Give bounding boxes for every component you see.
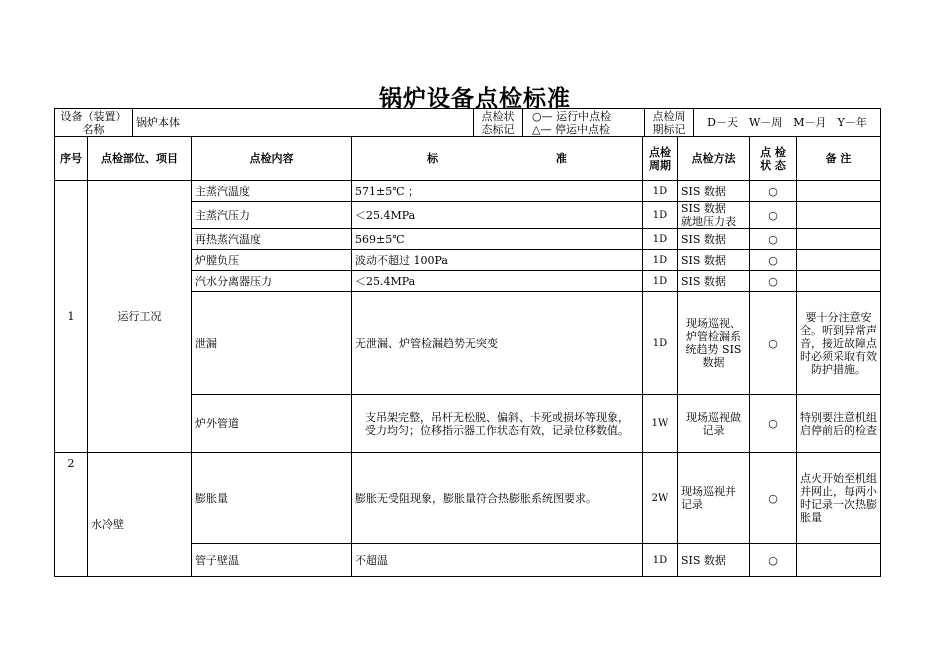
equip-label: 设备（装置）名称 xyxy=(55,109,133,137)
method-cell: SIS 数据 xyxy=(678,271,750,292)
content-cell: 炉外管道 xyxy=(192,395,352,453)
part-cell: 运行工况 xyxy=(88,181,192,453)
cycle-cell: 1D xyxy=(643,250,678,271)
standard-cell: 571±5℃ ； xyxy=(352,181,643,202)
note-cell xyxy=(797,181,881,202)
table-row xyxy=(55,453,881,544)
content-cell: 泄漏 xyxy=(192,292,352,395)
method-cell: SIS 数据 xyxy=(678,181,750,202)
standard-cell: ＜25.4MPa xyxy=(352,202,643,229)
standard-cell: ＜25.4MPa xyxy=(352,271,643,292)
col-note: 备 注 xyxy=(797,137,881,181)
cycle-cell: 1W xyxy=(643,395,678,453)
content-cell: 主蒸汽压力 xyxy=(192,202,352,229)
note-cell xyxy=(797,229,881,250)
method-cell: 现场巡视并记录 xyxy=(678,453,750,544)
col-state: 点 检 状 态 xyxy=(750,137,797,181)
standard-cell: 无泄漏、炉管检漏趋势无突变 xyxy=(352,292,643,395)
col-standard xyxy=(352,137,643,181)
cycle-cell: 1D xyxy=(643,271,678,292)
status-icon: ○ xyxy=(750,271,797,292)
col-cycle: 点检周期 xyxy=(643,137,678,181)
content-cell: 炉膛负压 xyxy=(192,250,352,271)
content-cell: 主蒸汽温度 xyxy=(192,181,352,202)
col-content: 点检内容 xyxy=(192,137,352,181)
seq-cell: 1 xyxy=(55,181,88,453)
status-icon: ○ xyxy=(750,229,797,250)
status-legend xyxy=(523,109,645,137)
equip-value: 锅炉本体 xyxy=(133,109,474,137)
note-cell: 特别要注意机组启停前后的检查 xyxy=(797,395,881,453)
status-stop: △— 停运中点检 xyxy=(532,122,610,136)
cycle-label: 点检周期标记 xyxy=(645,109,694,137)
standard-cell: 膨胀无受阻现象，膨胀量符合热膨胀系统图要求。 xyxy=(352,453,643,544)
note-cell xyxy=(797,544,881,577)
content-cell: 管子壁温 xyxy=(192,544,352,577)
col-part: 点检部位、项目 xyxy=(88,137,192,181)
cycle-legend: D－天 W－周 M－月 Y－年 xyxy=(694,109,881,137)
note-cell xyxy=(797,271,881,292)
status-label: 点检状态标记 xyxy=(474,109,523,137)
content-cell: 再热蒸汽温度 xyxy=(192,229,352,250)
method-cell: SIS 数据 xyxy=(678,229,750,250)
cycle-cell: 1D xyxy=(643,544,678,577)
note-cell: 点火开始至机组并网止，每两小时记录一次热膨胀量 xyxy=(797,453,881,544)
status-icon: ○ xyxy=(750,453,797,544)
content-cell: 汽水分离器压力 xyxy=(192,271,352,292)
status-icon: ○ xyxy=(750,181,797,202)
method-cell: SIS 数据 xyxy=(678,544,750,577)
table-row xyxy=(55,181,881,202)
standard-cell: 波动不超过 100Pa xyxy=(352,250,643,271)
status-icon: ○ xyxy=(750,202,797,229)
cycle-cell: 1D xyxy=(643,229,678,250)
status-icon: ○ xyxy=(750,250,797,271)
status-run: ○— 运行中点检 xyxy=(532,109,612,123)
column-header-row xyxy=(55,137,881,181)
cycle-cell: 1D xyxy=(643,181,678,202)
inspection-table xyxy=(54,136,881,577)
standard-cell: 不超温 xyxy=(352,544,643,577)
note-cell xyxy=(797,202,881,229)
status-icon: ○ xyxy=(750,544,797,577)
page-title: 锅炉设备点检标准 xyxy=(379,86,571,112)
method-cell: 现场巡视做记录 xyxy=(678,395,750,453)
cycle-cell: 2W xyxy=(643,453,678,544)
header-table xyxy=(54,108,881,137)
status-icon: ○ xyxy=(750,395,797,453)
seq-cell: 2 xyxy=(55,453,88,577)
col-method: 点检方法 xyxy=(678,137,750,181)
method-cell: SIS 数据 xyxy=(678,250,750,271)
cycle-cell: 1D xyxy=(643,292,678,395)
standard-cell: 569±5℃ xyxy=(352,229,643,250)
standard-cell: 支吊架完整，吊杆无松脱、偏斜、卡死或损坏等现象， 受力均匀；位移指示器工作状态有效，记录位移数值。 xyxy=(352,395,643,453)
cycle-cell: 1D xyxy=(643,202,678,229)
method-cell: SIS 数据 就地压力表 xyxy=(678,202,750,229)
part-cell: 水冷壁 xyxy=(88,453,192,577)
col-seq: 序号 xyxy=(55,137,88,181)
method-cell: 现场巡视、炉管检漏系统趋势 SIS 数据 xyxy=(678,292,750,395)
status-icon: ○ xyxy=(750,292,797,395)
content-cell: 膨胀量 xyxy=(192,453,352,544)
col-standard-a: 标 xyxy=(427,152,439,165)
note-cell xyxy=(797,250,881,271)
note-cell: 要十分注意安全。听到异常声音，接近故障点时必须采取有效防护措施。 xyxy=(797,292,881,395)
col-standard-b: 准 xyxy=(555,152,567,165)
